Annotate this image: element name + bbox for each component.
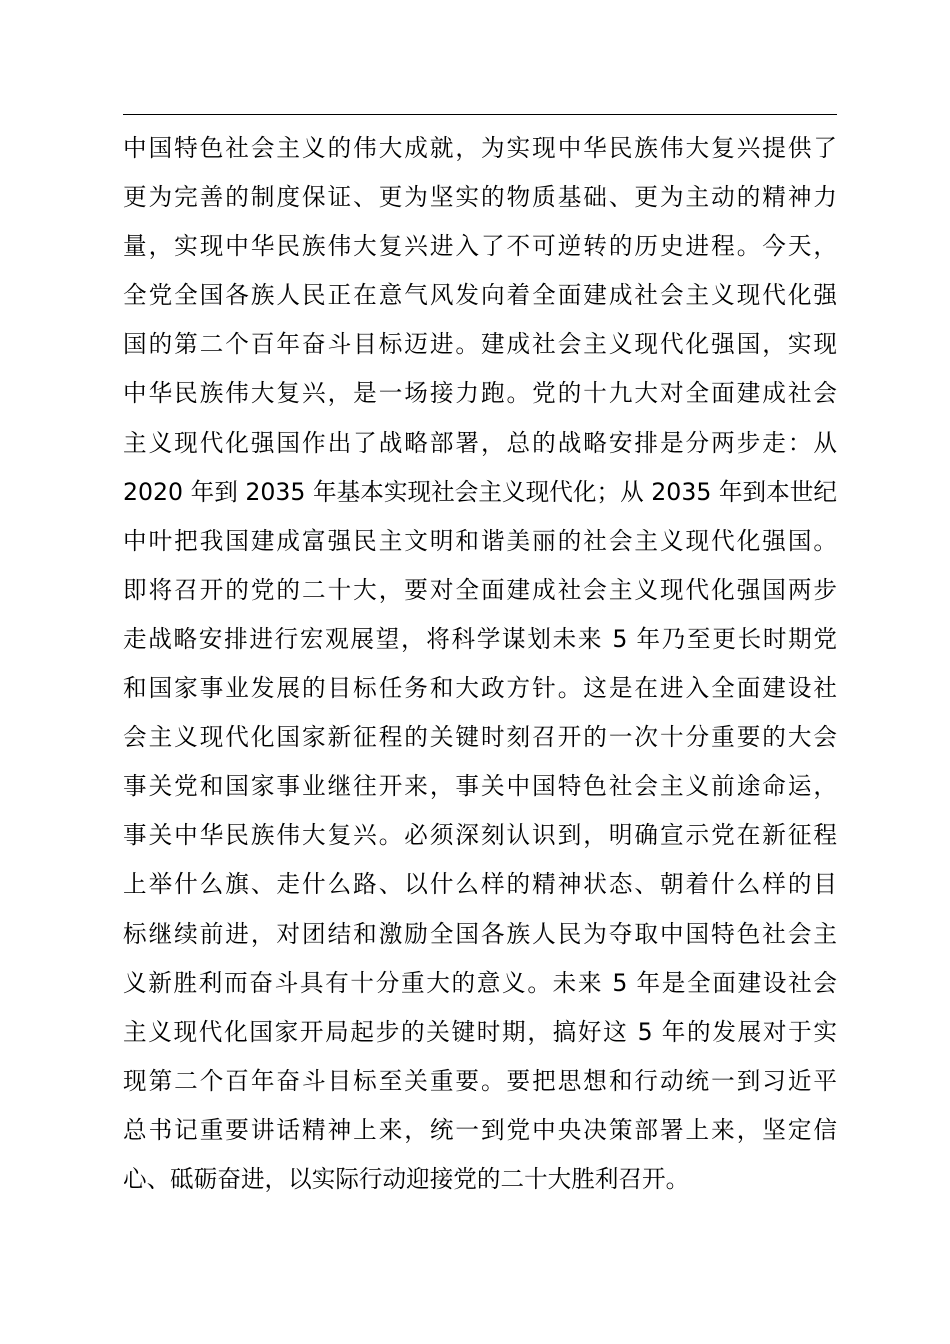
text-line: 心、砥砺奋进，以实际行动迎接党的二十大胜利召开。 (123, 1164, 690, 1193)
text-line: 走战略安排进行宏观展望，将科学谋划未来 5 年乃至更长时期党 (123, 624, 837, 653)
text-line: 即将召开的党的二十大，要对全面建成社会主义现代化强国两步 (123, 575, 837, 604)
header-rule (123, 114, 837, 115)
body-paragraph (123, 124, 837, 1204)
text-line: 和国家事业发展的目标任务和大政方针。这是在进入全面建设社 (123, 674, 837, 703)
text-line: 2020 年到 2035 年基本实现社会主义现代化；从 2035 年到本世纪 (123, 477, 837, 506)
text-line: 会主义现代化国家新征程的关键时刻召开的一次十分重要的大会 (123, 723, 837, 752)
text-line: 国的第二个百年奋斗目标迈进。建成社会主义现代化强国，实现 (123, 330, 837, 359)
text-line: 上举什么旗、走什么路、以什么样的精神状态、朝着什么样的目 (123, 870, 837, 899)
text-line: 现第二个百年奋斗目标至关重要。要把思想和行动统一到习近平 (123, 1066, 837, 1095)
text-line: 主义现代化国家开局起步的关键时期，搞好这 5 年的发展对于实 (123, 1017, 837, 1046)
text-line: 主义现代化强国作出了战略部署，总的战略安排是分两步走：从 (123, 428, 837, 457)
text-line: 中华民族伟大复兴，是一场接力跑。党的十九大对全面建成社会 (123, 379, 837, 408)
text-line: 全党全国各族人民正在意气风发向着全面建成社会主义现代化强 (123, 281, 837, 310)
text-line: 中叶把我国建成富强民主文明和谐美丽的社会主义现代化强国。 (123, 526, 837, 555)
text-line: 义新胜利而奋斗具有十分重大的意义。未来 5 年是全面建设社会 (123, 968, 837, 997)
text-line: 中国特色社会主义的伟大成就，为实现中华民族伟大复兴提供了 (123, 134, 837, 162)
text-line: 事关中华民族伟大复兴。必须深刻认识到，明确宣示党在新征程 (123, 821, 837, 850)
text-line: 总书记重要讲话精神上来，统一到党中央决策部署上来，坚定信 (123, 1115, 837, 1144)
text-line: 标继续前进，对团结和激励全国各族人民为夺取中国特色社会主 (123, 919, 837, 948)
text-line: 量，实现中华民族伟大复兴进入了不可逆转的历史进程。今天， (123, 232, 837, 261)
text-line: 事关党和国家事业继往开来，事关中国特色社会主义前途命运， (123, 772, 837, 801)
text-line: 更为完善的制度保证、更为坚实的物质基础、更为主动的精神力 (123, 183, 837, 212)
